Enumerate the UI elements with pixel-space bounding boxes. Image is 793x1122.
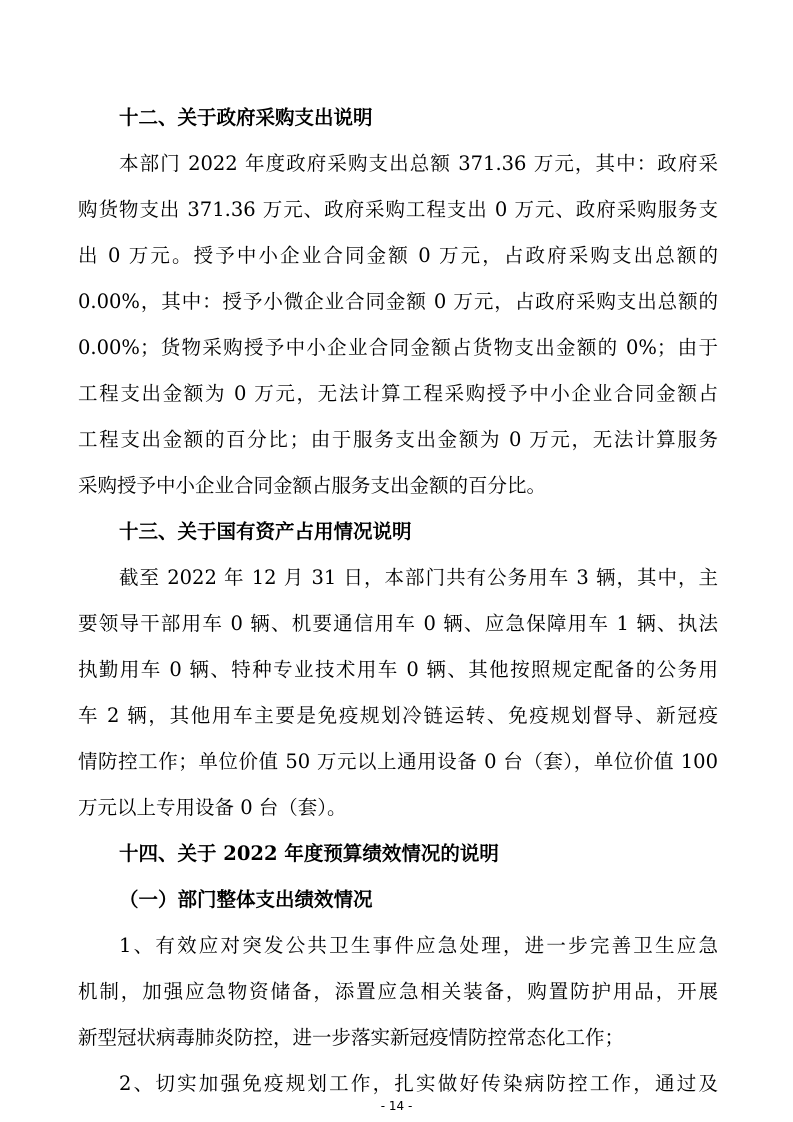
paragraph-line: 0.00%，其中：授予小微企业合同金额 0 万元，占政府采购支出总额的 <box>78 290 718 313</box>
section-heading-14: 十四、关于 2022 年度预算绩效情况的说明 <box>119 842 499 865</box>
paragraph-line: 购货物支出 371.36 万元、政府采购工程支出 0 万元、政府采购服务支 <box>78 198 718 221</box>
section-heading-12: 十二、关于政府采购支出说明 <box>119 106 373 129</box>
section-heading-13: 十三、关于国有资产占用情况说明 <box>119 520 412 543</box>
paragraph-line: 车 2 辆，其他用车主要是免疫规划冷链运转、免疫规划督导、新冠疫 <box>78 704 718 727</box>
paragraph-line: 工程支出金额的百分比；由于服务支出金额为 0 万元，无法计算服务 <box>78 428 718 451</box>
paragraph-line: 执勤用车 0 辆、特种专业技术用车 0 辆、其他按照规定配备的公务用 <box>78 658 718 681</box>
paragraph-line: 工程支出金额为 0 万元，无法计算工程采购授予中小企业合同金额占 <box>78 382 718 405</box>
page-number: - 14 - <box>380 1099 413 1113</box>
paragraph-line: 情防控工作；单位价值 50 万元以上通用设备 0 台（套），单位价值 100 <box>78 750 718 773</box>
paragraph-line: 2、切实加强免疫规划工作，扎实做好传染病防控工作，通过及 <box>119 1072 718 1095</box>
paragraph-line: 1、有效应对突发公共卫生事件应急处理，进一步完善卫生应急 <box>119 934 718 957</box>
paragraph-line: 0.00%；货物采购授予中小企业合同金额占货物支出金额的 0%；由于 <box>78 336 718 359</box>
paragraph-line: 出 0 万元。授予中小企业合同金额 0 万元，占政府采购支出总额的 <box>78 244 718 267</box>
paragraph-line: 本部门 2022 年度政府采购支出总额 371.36 万元，其中：政府采 <box>119 152 718 175</box>
paragraph-line: 采购授予中小企业合同金额占服务支出金额的百分比。 <box>78 474 547 497</box>
paragraph-line: 万元以上专用设备 0 台（套）。 <box>78 796 347 819</box>
paragraph-line: 机制，加强应急物资储备，添置应急相关装备，购置防护用品，开展 <box>78 980 718 1003</box>
paragraph-line: 截至 2022 年 12 月 31 日，本部门共有公务用车 3 辆，其中，主 <box>119 566 718 589</box>
paragraph-line: 新型冠状病毒肺炎防控，进一步落实新冠疫情防控常态化工作； <box>78 1026 625 1049</box>
subsection-heading: （一）部门整体支出绩效情况 <box>119 888 373 911</box>
paragraph-line: 要领导干部用车 0 辆、机要通信用车 0 辆、应急保障用车 1 辆、执法 <box>78 612 718 635</box>
